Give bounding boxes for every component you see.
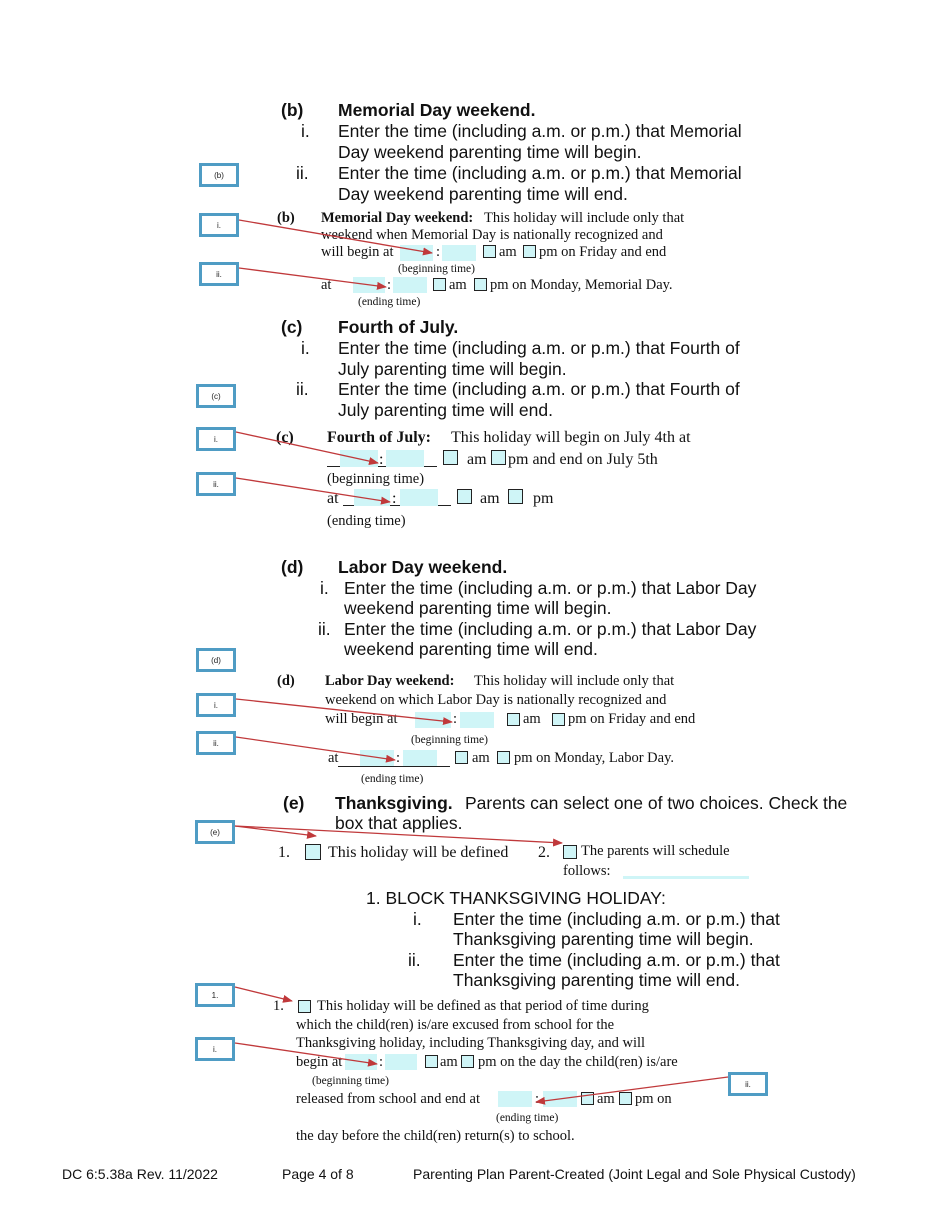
thanksgiving-end-hour-field[interactable] — [498, 1091, 532, 1107]
arrow-e-1 — [235, 826, 316, 836]
july-step-i-num: i. — [301, 338, 310, 358]
colon: : — [392, 490, 397, 507]
july-step-ii-num: ii. — [296, 379, 309, 399]
labor-end-suffix: pm on Monday, Labor Day. — [514, 750, 675, 766]
thanksgiving-end-pm-checkbox[interactable] — [619, 1092, 632, 1105]
labor-end-hour-field[interactable] — [360, 750, 394, 766]
july-form-label: (c) — [276, 429, 294, 446]
memorial-step-i-num: i. — [301, 121, 310, 141]
callout-b: (b) — [199, 163, 239, 187]
callout-d-ii: ii. — [196, 731, 236, 755]
labor-step-ii-line2: weekend parenting time will end. — [344, 639, 598, 659]
thanksgiving-heading-label: (e) — [283, 793, 305, 813]
labor-begin-am-checkbox[interactable] — [507, 713, 520, 726]
july-step-i-line1: Enter the time (including a.m. or p.m.) that Fourth of — [338, 338, 740, 358]
memorial-begin-suffix: pm on Friday and end — [539, 244, 667, 260]
choice2-text2: follows: — [563, 863, 611, 879]
colon: : — [379, 1054, 384, 1070]
memorial-begin-prefix: will begin at — [321, 244, 394, 260]
labor-begin-prefix: will begin at — [325, 711, 398, 727]
choice1-checkbox[interactable] — [305, 844, 321, 860]
thanksgiving-ending-time-caption: (ending time) — [496, 1112, 559, 1124]
labor-step-i-line1: Enter the time (including a.m. or p.m.) that Labor Day — [344, 578, 757, 598]
july-beginning-time-caption: (beginning time) — [327, 471, 425, 487]
thanksgiving-step-ii-line1: Enter the time (including a.m. or p.m.) that — [453, 950, 780, 970]
thanksgiving-release-text: released from school and end at — [296, 1091, 480, 1107]
labor-begin-minute-field[interactable] — [460, 712, 494, 728]
memorial-begin-am-checkbox[interactable] — [483, 245, 496, 258]
thanksgiving-beginning-time-caption: (beginning time) — [312, 1075, 389, 1087]
memorial-end-minute-field[interactable] — [393, 277, 427, 293]
callout-e: (e) — [195, 820, 235, 844]
am-label: am — [440, 1054, 458, 1070]
thanksgiving-begin-hour-field[interactable] — [345, 1054, 377, 1070]
memorial-end-pm-checkbox[interactable] — [474, 278, 487, 291]
memorial-end-prefix: at — [321, 277, 332, 293]
labor-step-i-line2: weekend parenting time will begin. — [344, 598, 612, 618]
july-begin-suffix: pm and end on July 5th — [508, 451, 658, 468]
labor-heading-title: Labor Day weekend. — [338, 557, 508, 577]
thanksgiving-heading-text2: box that applies. — [335, 813, 463, 833]
choice2-text: The parents will schedule — [581, 843, 730, 859]
am-label: am — [523, 711, 541, 727]
memorial-end-suffix: pm on Monday, Memorial Day. — [490, 277, 673, 293]
callout-c-ii: ii. — [196, 472, 236, 496]
am-label: am — [499, 244, 517, 260]
july-begin-hour-field[interactable] — [340, 450, 378, 467]
thanksgiving-end-suffix: pm on — [635, 1091, 672, 1107]
choice2-checkbox[interactable] — [563, 845, 577, 859]
memorial-form-label: (b) — [277, 210, 295, 226]
thanksgiving-begin-am-checkbox[interactable] — [425, 1055, 438, 1068]
thanksgiving-step-i-line2: Thanksgiving parenting time will begin. — [453, 929, 754, 949]
july-end-prefix: at — [327, 490, 339, 507]
labor-form-line2: weekend on which Labor Day is nationally recognized and — [325, 692, 667, 708]
thanksgiving-begin-suffix: pm on the day the child(ren) is/are — [478, 1054, 678, 1070]
colon: : — [453, 711, 458, 727]
july-begin-minute-field[interactable] — [386, 450, 424, 467]
choice2-field-edge — [623, 876, 749, 879]
labor-step-ii-num: ii. — [318, 619, 331, 639]
footer-title: Parenting Plan Parent-Created (Joint Legal and Sole Physical Custody) — [413, 1166, 856, 1182]
july-step-ii-line1: Enter the time (including a.m. or p.m.) that Fourth of — [338, 379, 740, 399]
thanksgiving-begin-pm-checkbox[interactable] — [461, 1055, 474, 1068]
callout-c-i: i. — [196, 427, 236, 451]
thanksgiving-step-i-num: i. — [413, 909, 422, 929]
thanksgiving-form-line1: This holiday will be defined as that period of time during — [317, 998, 649, 1014]
thanksgiving-step-ii-num: ii. — [408, 950, 421, 970]
memorial-form-line2: weekend when Memorial Day is nationally recognized and — [321, 227, 663, 243]
labor-end-pm-checkbox[interactable] — [497, 751, 510, 764]
july-end-pm-checkbox[interactable] — [508, 489, 523, 504]
labor-begin-hour-field[interactable] — [415, 712, 451, 728]
callout-thanksgiving-i: i. — [195, 1037, 235, 1061]
thanksgiving-step-i-line1: Enter the time (including a.m. or p.m.) that — [453, 909, 780, 929]
thanksgiving-form-num: 1. — [273, 998, 284, 1014]
labor-step-ii-line1: Enter the time (including a.m. or p.m.) that Labor Day — [344, 619, 757, 639]
labor-begin-pm-checkbox[interactable] — [552, 713, 565, 726]
am-label: am — [449, 277, 467, 293]
july-form-line1: This holiday will begin on July 4th at — [451, 429, 691, 446]
july-form-title: Fourth of July: — [327, 429, 431, 446]
colon: : — [436, 244, 441, 260]
footer-page-number: Page 4 of 8 — [282, 1166, 354, 1182]
callout-thanksgiving-ii: ii. — [728, 1072, 768, 1096]
choice2-num: 2. — [538, 844, 550, 861]
july-end-am-checkbox[interactable] — [457, 489, 472, 504]
memorial-step-i-line2: Day weekend parenting time will begin. — [338, 142, 642, 162]
colon: : — [379, 451, 384, 468]
labor-heading-label: (d) — [281, 557, 304, 577]
colon: : — [387, 277, 392, 293]
labor-end-am-checkbox[interactable] — [455, 751, 468, 764]
labor-beginning-time-caption: (beginning time) — [411, 734, 488, 746]
labor-form-line1: This holiday will include only that — [474, 673, 675, 689]
choice1-num: 1. — [278, 844, 290, 861]
callout-d-i: i. — [196, 693, 236, 717]
thanksgiving-form-line3: Thanksgiving holiday, including Thanksgiving day, and will — [296, 1035, 646, 1051]
callout-b-i: i. — [199, 213, 239, 237]
memorial-end-am-checkbox[interactable] — [433, 278, 446, 291]
labor-end-prefix: at — [328, 750, 339, 766]
labor-step-i-num: i. — [320, 578, 329, 598]
labor-begin-suffix: pm on Friday and end — [568, 711, 696, 727]
july-pm-label: pm — [533, 490, 554, 507]
memorial-heading-label: (b) — [281, 100, 304, 120]
july-begin-am-checkbox[interactable] — [443, 450, 458, 465]
labor-ending-time-caption: (ending time) — [361, 773, 424, 785]
july-step-ii-line2: July parenting time will end. — [338, 400, 553, 420]
memorial-ending-time-caption: (ending time) — [358, 296, 421, 308]
july-heading-title: Fourth of July. — [338, 317, 459, 337]
july-end-minute-field[interactable] — [400, 489, 438, 506]
memorial-form-line1: This holiday will include only that — [484, 210, 685, 226]
memorial-heading-title: Memorial Day weekend. — [338, 100, 536, 120]
memorial-step-i-line1: Enter the time (including a.m. or p.m.) that Memorial — [338, 121, 742, 141]
footer-form-id: DC 6:5.38a Rev. 11/2022 — [62, 1166, 218, 1182]
memorial-begin-minute-field[interactable] — [442, 245, 476, 261]
thanksgiving-step-ii-line2: Thanksgiving parenting time will end. — [453, 970, 740, 990]
july-end-hour-field[interactable] — [354, 489, 390, 506]
labor-end-underline — [338, 766, 450, 767]
thanksgiving-heading-text: Parents can select one of two choices. Check the — [465, 793, 848, 813]
memorial-step-ii-line1: Enter the time (including a.m. or p.m.) that Memorial — [338, 163, 742, 183]
callout-b-ii: ii. — [199, 262, 239, 286]
thanksgiving-heading-title: Thanksgiving. — [335, 793, 453, 813]
memorial-beginning-time-caption: (beginning time) — [398, 263, 475, 275]
thanksgiving-form-last: the day before the child(ren) return(s) to school. — [296, 1128, 575, 1144]
callout-c: (c) — [196, 384, 236, 408]
callout-thanksgiving-1: 1. — [195, 983, 235, 1007]
thanksgiving-end-minute-field[interactable] — [543, 1091, 577, 1107]
block-title: 1. BLOCK THANKSGIVING HOLIDAY: — [366, 888, 666, 908]
thanksgiving-begin-prefix: begin at — [296, 1054, 343, 1070]
memorial-begin-hour-field[interactable] — [400, 245, 433, 261]
callout-d: (d) — [196, 648, 236, 672]
labor-form-label: (d) — [277, 673, 295, 689]
am-label: am — [480, 490, 500, 507]
memorial-form-title: Memorial Day weekend: — [321, 210, 474, 226]
july-ending-time-caption: (ending time) — [327, 513, 406, 529]
memorial-begin-pm-checkbox[interactable] — [523, 245, 536, 258]
colon: : — [396, 750, 401, 766]
am-label: am — [597, 1091, 615, 1107]
memorial-step-ii-num: ii. — [296, 163, 309, 183]
am-label: am — [472, 750, 490, 766]
labor-end-minute-field[interactable] — [403, 750, 437, 766]
thanksgiving-end-am-checkbox[interactable] — [581, 1092, 594, 1105]
memorial-step-ii-line2: Day weekend parenting time will end. — [338, 184, 628, 204]
colon: : — [535, 1091, 540, 1107]
thanksgiving-form-line2: which the child(ren) is/are excused from school for the — [296, 1017, 615, 1033]
july-step-i-line2: July parenting time will begin. — [338, 359, 567, 379]
block-thanksgiving-checkbox[interactable] — [298, 1000, 311, 1013]
july-begin-pm-checkbox[interactable] — [491, 450, 506, 465]
july-heading-label: (c) — [281, 317, 303, 337]
labor-form-title: Labor Day weekend: — [325, 673, 455, 689]
memorial-end-hour-field[interactable] — [353, 277, 385, 293]
am-label: am — [467, 451, 487, 468]
thanksgiving-begin-minute-field[interactable] — [385, 1054, 417, 1070]
choice1-text: This holiday will be defined — [328, 844, 509, 861]
